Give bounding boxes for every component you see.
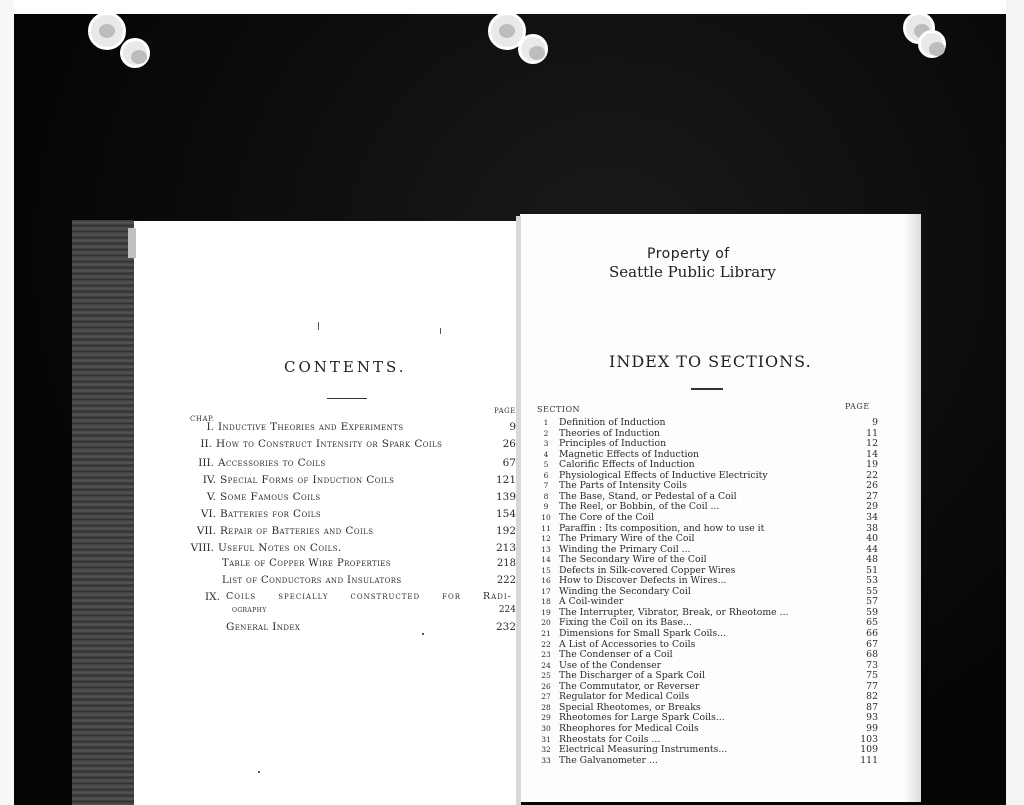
index-section-number: 30 [541, 723, 551, 733]
toc-chapter-number: VI. [200, 508, 216, 520]
index-title: INDEX TO SECTIONS. [609, 352, 812, 371]
index-section-number: 14 [541, 555, 551, 565]
index-section-number: 18 [541, 597, 551, 607]
title-rule [327, 398, 367, 399]
index-page-number: 44 [866, 543, 878, 555]
index-page-number: 34 [866, 511, 878, 523]
index-row [0, 628, 1024, 639]
toc-chapter-title: Some Famous Coils [220, 491, 321, 503]
index-section-title: Definition of Induction [559, 417, 666, 428]
index-section-title: The Primary Wire of the Coil [559, 533, 695, 545]
index-section-title: How to Discover Defects in Wires... [559, 575, 727, 587]
index-page-number: 73 [866, 659, 878, 671]
index-page-number: 19 [866, 459, 878, 471]
library-stamp-line1: Property of [647, 246, 730, 262]
toc-page-number: 139 [495, 491, 516, 503]
index-section-number: 3 [543, 439, 549, 449]
index-row [0, 480, 1024, 491]
index-page-number: 68 [866, 649, 878, 661]
index-section-number: 16 [541, 576, 551, 586]
toc-page-number: 222 [496, 575, 516, 586]
index-row [0, 470, 1024, 481]
index-page-number: 11 [866, 427, 878, 439]
index-section-title: Use of the Condenser [559, 659, 662, 671]
index-row [0, 723, 1024, 734]
index-section-title: Defects in Silk-covered Copper Wires [559, 564, 736, 576]
index-section-number: 24 [541, 660, 551, 670]
index-page-number: 55 [866, 585, 878, 597]
index-section-number: 5 [543, 460, 549, 470]
index-row [0, 533, 1024, 544]
index-row [0, 512, 1024, 523]
index-section-title: A Coil-winder [559, 596, 624, 608]
index-page-number: 59 [866, 606, 878, 618]
index-section-title: Dimensions for Small Spark Coils... [559, 628, 727, 639]
toc-chapter-title: Coils specially constructed for Radi- [226, 591, 512, 602]
index-page-number: 82 [866, 691, 878, 703]
index-row [0, 438, 1024, 449]
page-speck [258, 771, 260, 773]
index-section-title: The Commutator, or Reverser [559, 680, 700, 692]
toc-chapter-number: IX. [205, 591, 220, 603]
toc-page-number: 154 [495, 508, 516, 520]
index-section-title: A List of Accessories to Coils [559, 638, 696, 650]
index-section-number: 9 [543, 502, 549, 512]
toc-page-number: 9 [509, 421, 516, 433]
toc-chapter-title: Inductive Theories and Experiments [218, 421, 404, 433]
index-section-number: 11 [541, 523, 551, 533]
index-row [0, 734, 1024, 745]
index-section-number: 28 [541, 702, 551, 712]
index-section-title: Winding the Primary Coil ... [559, 543, 691, 555]
page-speck [318, 322, 319, 330]
index-page-number: 48 [866, 554, 878, 566]
index-row [0, 428, 1024, 439]
index-section-title: Special Rheotomes, or Breaks [559, 701, 701, 713]
index-section-number: 32 [541, 745, 551, 755]
index-section-number: 27 [541, 692, 551, 702]
spine-edge [128, 228, 136, 258]
index-section-title: Rheophores for Medical Coils [559, 722, 699, 734]
index-page-number: 67 [866, 638, 878, 650]
index-section-number: 15 [541, 565, 551, 575]
toc-chapter-number: I. [206, 421, 214, 433]
index-section-number: 20 [541, 618, 551, 628]
index-row [0, 491, 1024, 502]
title-rule [691, 388, 723, 390]
index-row [0, 596, 1024, 607]
index-page-number: 26 [866, 480, 878, 492]
page-header: PAGE [494, 407, 516, 415]
index-page-number: 14 [866, 448, 878, 460]
toc-chapter-number: V. [206, 491, 216, 503]
index-section-title: Theories of Induction [559, 427, 661, 439]
index-row [0, 744, 1024, 755]
index-section-title: Calorific Effects of Induction [559, 459, 695, 471]
index-section-title: The Reel, or Bobbin, of the Coil ... [559, 501, 720, 513]
index-page-number: 66 [866, 628, 878, 639]
index-section-title: Principles of Induction [559, 438, 667, 450]
index-section-number: 13 [541, 544, 551, 554]
index-section-number: 31 [541, 734, 551, 744]
index-row [0, 417, 1024, 428]
index-row [0, 660, 1024, 671]
index-section-number: 4 [543, 449, 549, 459]
index-section-number: 10 [541, 512, 551, 522]
toc-page-number: 232 [495, 621, 516, 633]
index-page-number: 109 [860, 744, 878, 756]
index-row [0, 565, 1024, 576]
index-page-number: 93 [866, 712, 878, 724]
index-row [0, 449, 1024, 460]
toc-page-number: 192 [495, 525, 516, 537]
index-row [0, 639, 1024, 650]
index-page-number: 87 [866, 701, 878, 713]
toc-page-number: 67 [502, 457, 516, 469]
index-section-title: The Secondary Wire of the Coil [559, 554, 707, 566]
index-section-number: 1 [543, 418, 549, 427]
index-section-title: Regulator for Medical Coils [559, 691, 690, 703]
index-page-number: 29 [866, 501, 878, 513]
toc-chapter-number: III. [198, 457, 214, 469]
index-section-title: The Discharger of a Spark Coil [559, 670, 705, 682]
toc-chapter-title-continued: ography [232, 605, 267, 615]
index-section-title: Electrical Measuring Instruments... [559, 744, 728, 756]
index-row [0, 649, 1024, 660]
index-section-number: 22 [541, 639, 551, 649]
index-section-number: 8 [543, 491, 549, 501]
index-page-number: 103 [860, 733, 878, 745]
index-row [0, 712, 1024, 723]
index-page-number: 53 [866, 575, 878, 587]
index-row [0, 523, 1024, 534]
index-section-number: 2 [543, 428, 549, 438]
toc-page-number: 218 [496, 558, 516, 569]
index-section-title: Paraffin : Its composition, and how to use it [559, 522, 765, 534]
toc-appendix-title: List of Conductors and Insulators [222, 575, 402, 586]
index-section-number: 29 [541, 713, 551, 723]
toc-page-number: 121 [495, 474, 516, 486]
index-section-number: 7 [543, 481, 549, 491]
binder-ring-icon [518, 34, 548, 64]
index-section-number: 25 [541, 671, 551, 681]
index-page-number: 40 [866, 533, 878, 545]
section-header: SECTION [537, 405, 580, 414]
index-section-title: The Interrupter, Vibrator, Break, or Rheotome ... [559, 606, 789, 618]
index-row [0, 670, 1024, 681]
index-section-number: 19 [541, 607, 551, 617]
toc-index-title: General Index [226, 621, 301, 633]
index-section-number: 6 [543, 470, 549, 480]
index-row [0, 501, 1024, 512]
index-section-title: Magnetic Effects of Induction [559, 448, 700, 460]
library-stamp-line2: Seattle Public Library [609, 263, 776, 281]
index-page-number: 111 [860, 754, 878, 766]
index-section-title: The Base, Stand, or Pedestal of a Coil [559, 490, 737, 502]
index-page-number: 27 [866, 490, 878, 502]
toc-page-number: 26 [502, 438, 516, 450]
toc-chapter-number: IV. [202, 474, 216, 486]
toc-chapter-title: Accessories to Coils [218, 457, 326, 469]
index-row [0, 617, 1024, 628]
index-row [0, 459, 1024, 470]
toc-appendix-title: Table of Copper Wire Properties [222, 558, 391, 569]
toc-page-number: 224 [498, 605, 516, 615]
index-page-number: 77 [866, 680, 878, 692]
index-section-number: 23 [541, 650, 551, 660]
contents-title: CONTENTS. [284, 358, 407, 376]
toc-chapter-title: Useful Notes on Coils. [218, 542, 342, 554]
index-page-number: 22 [866, 469, 878, 481]
index-section-number: 33 [541, 755, 551, 765]
index-row [0, 544, 1024, 555]
index-section-title: The Condenser of a Coil [559, 649, 673, 661]
index-page-number: 12 [866, 438, 878, 450]
index-row [0, 586, 1024, 597]
index-row [0, 702, 1024, 713]
toc-chapter-number: VIII. [190, 542, 214, 554]
index-row [0, 691, 1024, 702]
chap-header: CHAP. [190, 415, 215, 423]
index-section-title: The Galvanometer ... [559, 754, 658, 766]
toc-chapter-title: Repair of Batteries and Coils [220, 525, 374, 537]
index-section-title: The Parts of Intensity Coils [559, 480, 687, 492]
toc-chapter-title: Batteries for Coils [220, 508, 322, 520]
index-section-title: Rheostats for Coils ... [559, 733, 661, 745]
index-section-title: Rheotomes for Large Spark Coils... [559, 712, 725, 724]
index-page-number: 38 [866, 522, 878, 534]
index-section-number: 26 [541, 681, 551, 691]
page-header: PAGE [845, 402, 870, 411]
toc-chapter-title: Special Forms of Induction Coils [220, 474, 395, 486]
index-page-number: 99 [866, 722, 878, 734]
index-section-title: The Core of the Coil [559, 511, 655, 523]
page-speck [440, 328, 441, 334]
index-row [0, 575, 1024, 586]
index-section-title: Fixing the Coil on its Base... [559, 617, 692, 629]
index-row [0, 755, 1024, 766]
binder-ring-icon [88, 12, 126, 50]
binder-ring-icon [120, 38, 150, 68]
index-section-number: 17 [541, 586, 551, 596]
index-section-title: Physiological Effects of Inductive Electricity [559, 469, 768, 481]
index-page-number: 75 [866, 670, 878, 682]
index-page-number: 65 [866, 617, 878, 629]
toc-chapter-title: How to Construct Intensity or Spark Coils [216, 438, 443, 450]
toc-chapter-number: VII. [196, 525, 216, 537]
toc-page-number: 213 [495, 542, 516, 554]
index-row [0, 607, 1024, 618]
toc-chapter-number: II. [200, 438, 212, 450]
index-row [0, 554, 1024, 565]
index-row [0, 681, 1024, 692]
index-section-title: Winding the Secondary Coil [559, 585, 691, 597]
index-page-number: 9 [872, 417, 878, 428]
index-section-number: 21 [541, 629, 551, 638]
index-section-number: 12 [541, 534, 551, 544]
binder-ring-icon [918, 30, 946, 58]
index-page-number: 57 [866, 596, 878, 608]
index-page-number: 51 [866, 564, 878, 576]
